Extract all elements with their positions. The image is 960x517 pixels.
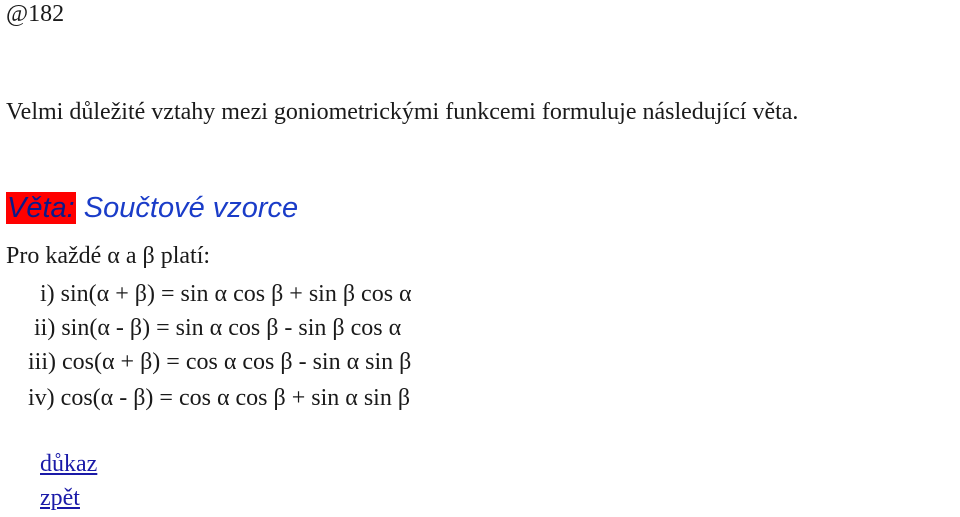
formula-iii: iii) cos(α + β) = cos α cos β - sin α sin β: [28, 349, 412, 375]
theorem-condition: Pro každé α a β platí:: [6, 243, 211, 269]
intro-paragraph: Velmi důležité vztahy mezi goniometrickými funkcemi formuluje následující věta.: [6, 99, 799, 125]
formula-iv: iv) cos(α - β) = cos α cos β + sin α sin β: [28, 385, 411, 411]
formula-ii: ii) sin(α - β) = sin α cos β - sin β cos α: [34, 315, 402, 341]
theorem-title: Součtové vzorce: [83, 192, 299, 224]
proof-link[interactable]: důkaz: [40, 451, 98, 477]
page-id: @182: [6, 1, 65, 27]
theorem-heading: [6, 190, 298, 226]
theorem-keyword: Věta:: [7, 192, 75, 224]
formula-i: i) sin(α + β) = sin α cos β + sin β cos α: [40, 281, 412, 307]
back-link[interactable]: zpět: [40, 485, 80, 511]
